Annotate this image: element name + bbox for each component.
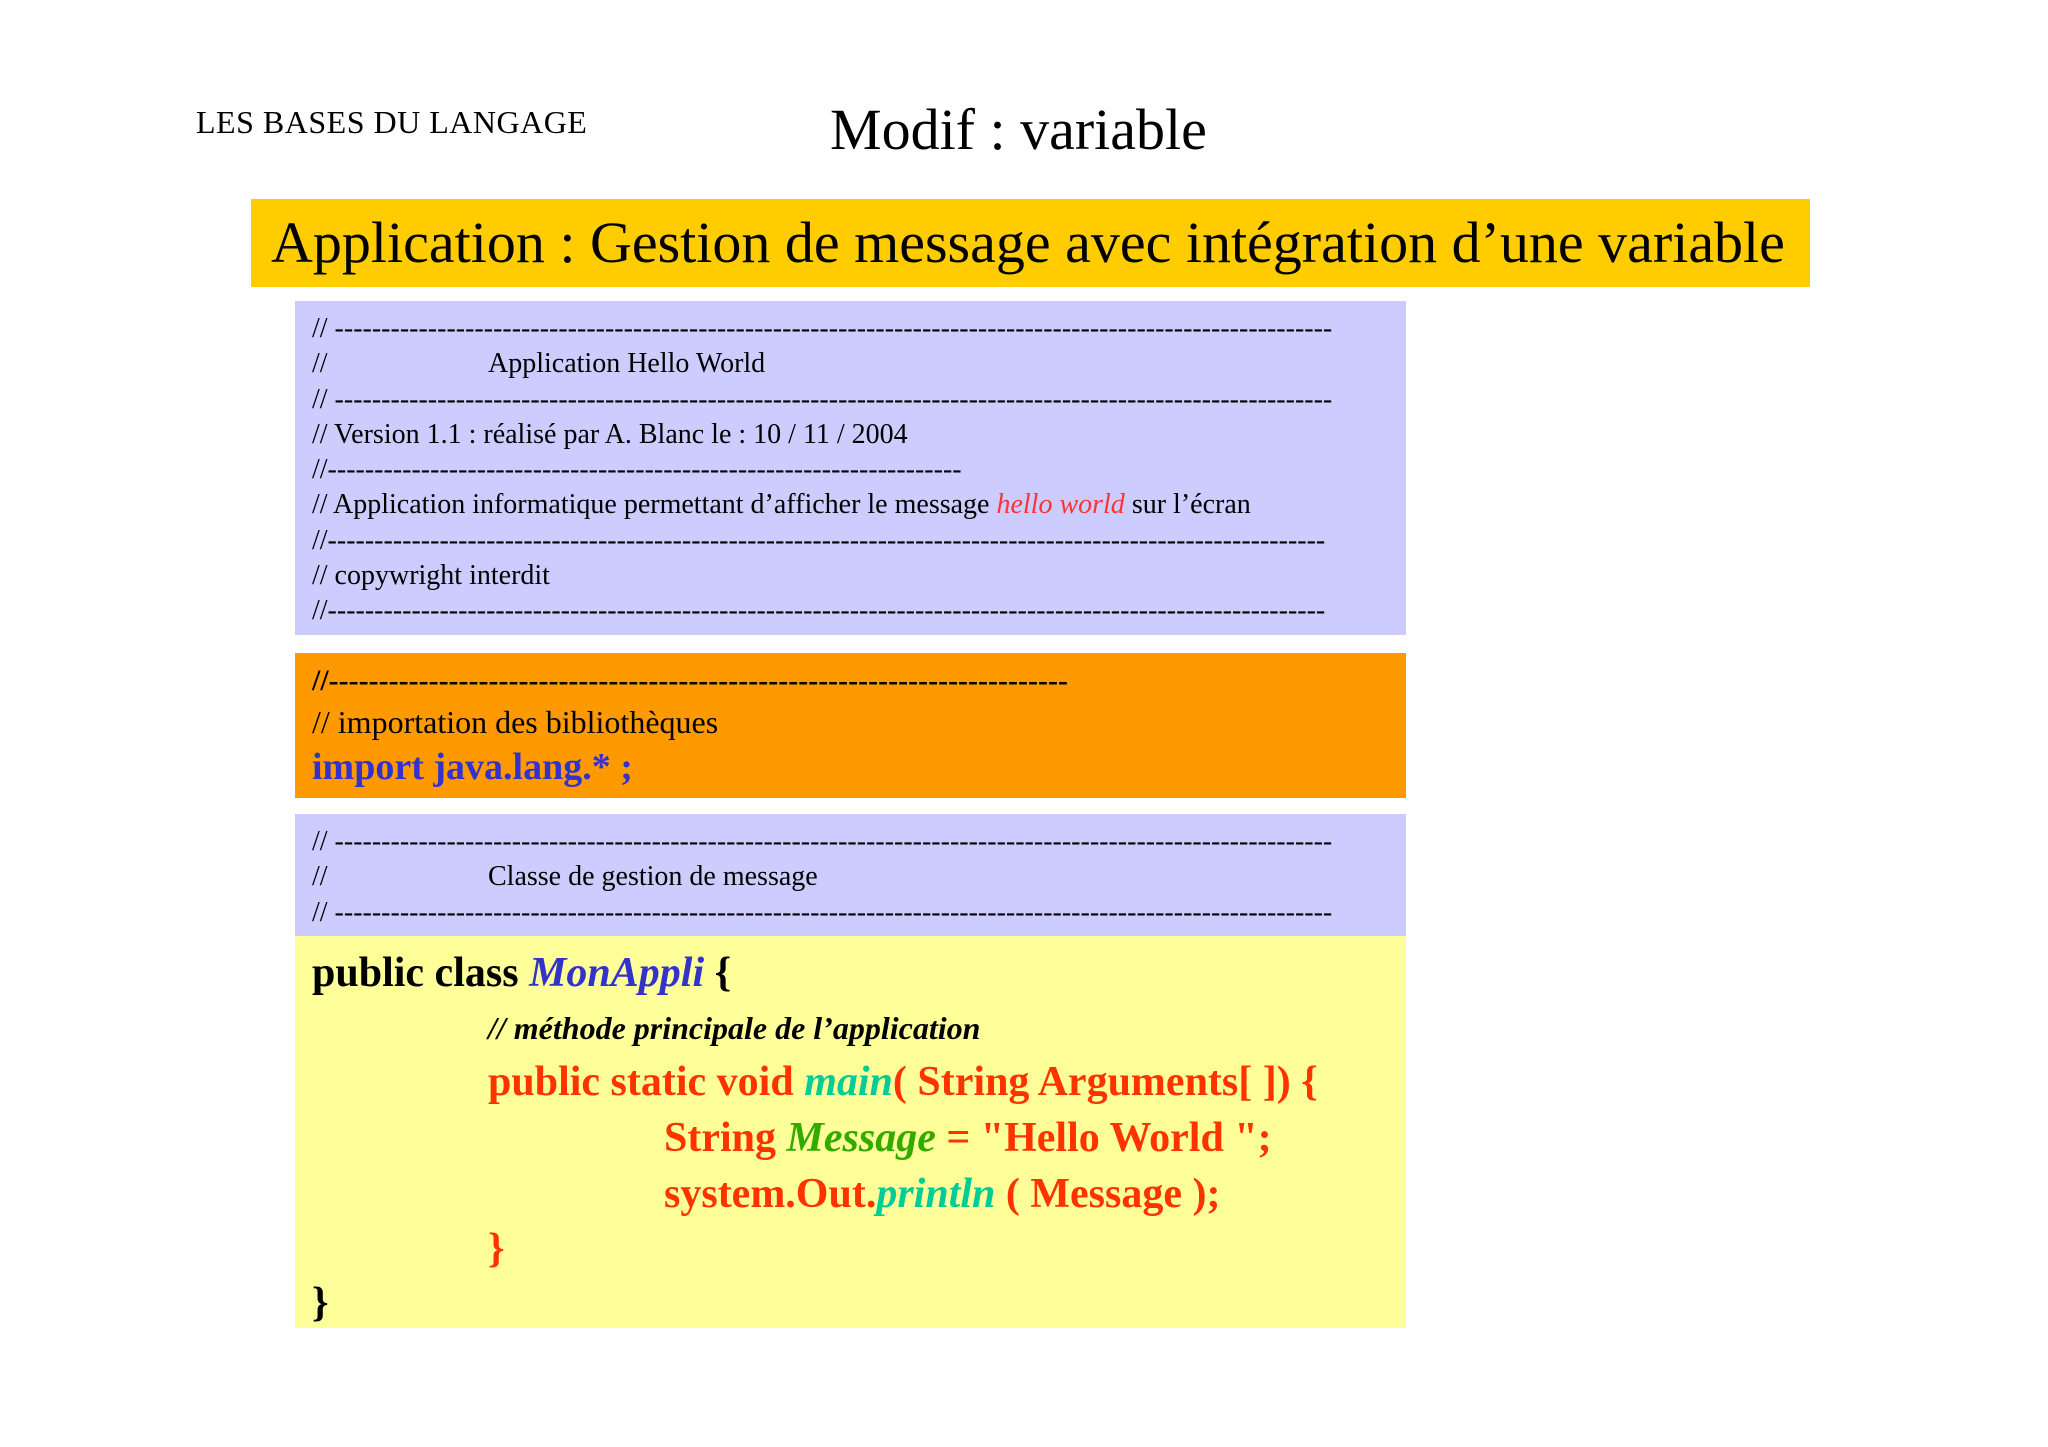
main-method-name: main	[804, 1059, 893, 1105]
comment-copyright: // copywright interdit	[312, 560, 550, 592]
class-name: MonAppli	[529, 950, 705, 996]
import-comment: // importation des bibliothèques	[312, 704, 719, 740]
class-close-brace: }	[312, 1280, 329, 1326]
slide-title: Modif : variable	[830, 97, 1207, 162]
comment-line: // -----------------------------------------------------------------------------------------------------------	[312, 313, 1333, 344]
comment-app-name: Application Hello World	[488, 348, 766, 380]
class-code-block	[295, 936, 1406, 1328]
comment-line: //-----------------------------------------------------------------------------------------------------------	[312, 524, 1326, 556]
comment-description: // Application informatique permettant d’afficher le message hello world sur l’écran	[312, 489, 1251, 521]
class-declaration: public class MonAppli {	[312, 950, 732, 996]
import-statement: import java.lang.* ;	[312, 746, 633, 788]
println-method: println	[876, 1171, 996, 1217]
hello-world-highlight: hello world	[996, 489, 1125, 521]
variable-name: Message	[786, 1115, 936, 1161]
comment-line: //--------------------------------------------------------------------	[312, 454, 962, 486]
method-close-brace: }	[488, 1226, 505, 1272]
comment-version: // Version 1.1 : réalisé par A. Blanc le : 10 / 11 / 2004	[312, 418, 908, 450]
method-comment: // méthode principale de l’application	[488, 1010, 981, 1046]
application-banner: Application : Gestion de message avec intégration d’une variable	[251, 199, 1810, 287]
main-declaration: public static void main( String Arguments[ ]) {	[488, 1059, 1318, 1105]
import-separator: //--------------------------------------------------------------------------	[312, 664, 1068, 697]
comment-class-description: Classe de gestion de message	[488, 861, 818, 893]
comment-line: // Application Hello World	[312, 348, 766, 380]
section-label: LES BASES DU LANGAGE	[196, 104, 588, 140]
comment-line: // -----------------------------------------------------------------------------------------------------------	[312, 383, 1333, 415]
comment-line: // Classe de gestion de message	[312, 861, 818, 893]
header-comment-block	[295, 301, 1406, 635]
import-block	[295, 653, 1406, 798]
comment-line: // -----------------------------------------------------------------------------------------------------------	[312, 896, 1333, 928]
print-statement: system.Out.println ( Message );	[664, 1171, 1221, 1217]
class-comment-block	[295, 814, 1406, 936]
variable-declaration: String Message = "Hello World ";	[664, 1115, 1272, 1161]
comment-line: // -----------------------------------------------------------------------------------------------------------	[312, 826, 1333, 857]
comment-line: //-----------------------------------------------------------------------------------------------------------	[312, 595, 1326, 627]
